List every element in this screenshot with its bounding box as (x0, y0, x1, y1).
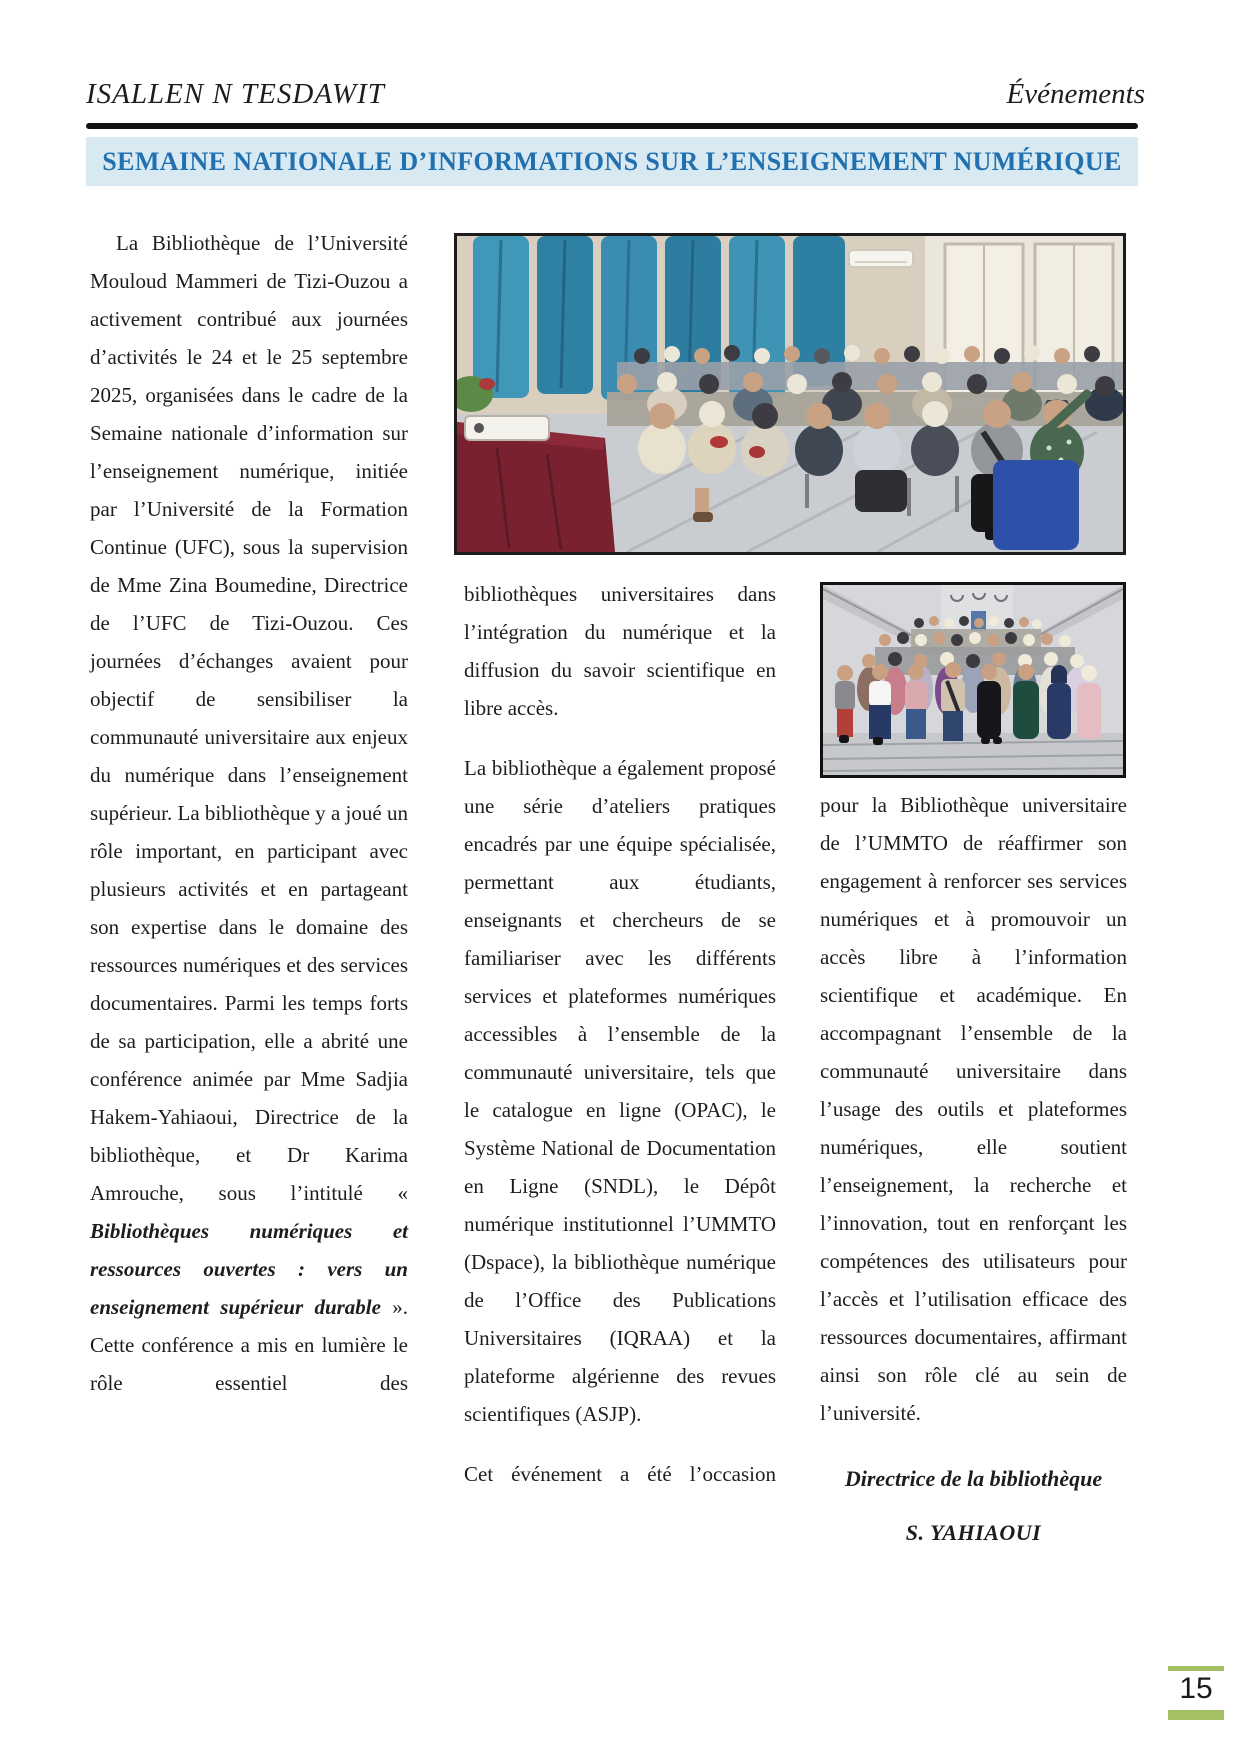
conference-audience-photo (454, 233, 1126, 555)
signature-block (820, 1460, 1127, 1552)
page-number: 15 (1179, 1672, 1213, 1705)
group-photo-stairs (820, 582, 1126, 778)
group-photo-illustration (823, 585, 1123, 775)
column3-paragraph-1: pour la Bibliothèque universitaire de l’UMMTO de réaffirmer son engagement à renforcer ses services numériques et à promouvoir un accès libre à l’information scientifique et académique. En accompagnant l’ensemble de la communauté universitaire dans l’usage des outils et plateformes numériques, elle soutient l’enseignement, la recherche et l’innovation, tout en renforçant les compétences des utilisateurs pour l’accès et l’utilisation efficace des ressources documentaires, affirmant ainsi son rôle clé au sein de l’université. (820, 793, 1127, 1425)
page-number-block (1168, 1666, 1224, 1720)
column1-paragraph (90, 224, 408, 1402)
column1-outro-text: ». Cette conférence a mis en lumière le rôle essentiel des (90, 1295, 408, 1395)
article-title: SEMAINE NATIONALE D’INFORMATIONS SUR L’ENSEIGNEMENT NUMÉRIQUE (102, 146, 1122, 176)
column2-paragraph-3: Cet événement a été l’occasion (464, 1462, 776, 1486)
conference-audience-illustration (457, 236, 1123, 552)
article-column-2 (464, 575, 776, 1493)
page-number-rule-bottom (1168, 1710, 1224, 1720)
blue-chair (993, 460, 1079, 550)
article-column-3 (820, 786, 1127, 1552)
signature-role: Directrice de la bibliothèque (844, 1466, 1103, 1491)
section-label: Événements (1006, 78, 1145, 110)
air-conditioner (849, 250, 913, 267)
signature-name: S. YAHIAOUI (905, 1520, 1042, 1545)
column1-intro-text: La Bibliothèque de l’Université Mouloud Mammeri de Tizi-Ouzou a activement contribué aux journées d’activités le 24 et le 25 septembre 2025, organisées dans le cadre de la Semaine nationale d’information sur l’enseignement numérique, initiée par l’Université de la Formation Continue (UFC), sous la supervision de Mme Zina Boumedine, Directrice de l’UFC de Tizi-Ouzou. Ces journées d’échanges avaient pour objectif de sensibiliser la communauté universitaire aux enjeux du numérique dans l’enseignement supérieur. La bibliothèque y a joué un rôle important, en participant avec plusieurs activités et en partageant son expertise dans le domaine des ressources numériques et des services documentaires. Parmi les temps forts de sa participation, elle a abrité une conférence animée par Mme Sadjia Hakem-Yahiaoui, Directrice de la bibliothèque, et Dr Karima Amrouche, sous l’intitulé « (90, 231, 408, 1205)
article-column-1 (90, 224, 408, 1402)
article-title-banner (86, 137, 1138, 186)
column2-paragraph-2: La bibliothèque a également proposé une série d’ateliers pratiques encadrés par une équipe spécialisée, permettant aux étudiants, enseignants et chercheurs de se familiariser avec les différents services et plateformes numériques accessibles à l’ensemble de la communauté universitaire, tels que le catalogue en ligne (OPAC), le Système National de Documentation en Ligne (SNDL), le Dépôt numérique institutionnel l’UMMTO (Dspace), la bibliothèque numérique de l’Office des Publications Universitaires (IQRAA) et la plateforme algérienne des revues scientifiques (ASJP). (464, 756, 776, 1426)
column2-paragraph-1: bibliothèques universitaires dans l’intégration du numérique et la diffusion du savoir scientifique en libre accès. (464, 582, 776, 720)
steps (823, 733, 1123, 775)
newsletter-title: ISALLEN N TESDAWIT (86, 78, 385, 110)
header-rule (86, 123, 1138, 129)
conference-title-emphasis: Bibliothèques numériques et ressources ouvertes : vers un enseignement supérieur durable (90, 1219, 408, 1319)
